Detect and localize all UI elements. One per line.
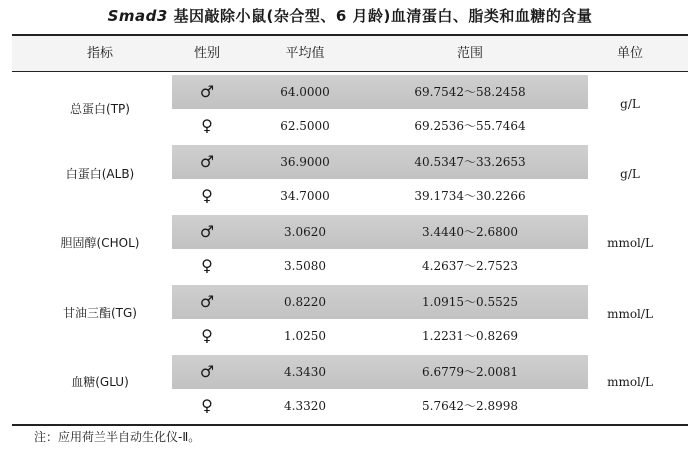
header-range: 范围 — [456, 46, 483, 61]
mean-value: 4.3320 — [284, 399, 326, 413]
female-symbol: ♀ — [201, 256, 213, 275]
range-value: 39.1734～30.2266 — [414, 189, 526, 203]
mean-value: 62.5000 — [280, 119, 330, 133]
header-sex: 性别 — [193, 46, 220, 61]
unit-label: mmol/L — [607, 307, 653, 321]
mean-value: 3.5080 — [284, 259, 326, 273]
unit-label: mmol/L — [607, 236, 653, 250]
mean-value: 36.9000 — [280, 155, 330, 169]
unit-label: g/L — [620, 167, 640, 181]
range-value: 6.6779～2.0081 — [422, 365, 518, 379]
indicator-label: 白蛋白(ALB) — [65, 167, 135, 181]
range-value: 69.7542～58.2458 — [414, 85, 526, 99]
unit-label: g/L — [620, 97, 640, 111]
mean-value: 34.7000 — [280, 189, 330, 203]
mean-value: 3.0620 — [284, 225, 326, 239]
indicator-label: 血糖(GLU) — [71, 375, 129, 389]
mean-value: 1.0250 — [284, 329, 326, 343]
indicator-label: 胆固醇(CHOL) — [60, 236, 140, 250]
male-symbol: ♂ — [199, 222, 215, 241]
indicator-label: 甘油三酯(TG) — [63, 306, 137, 320]
male-symbol: ♂ — [199, 292, 215, 311]
male-symbol: ♂ — [199, 82, 215, 101]
header-indicator: 指标 — [86, 46, 113, 61]
male-symbol: ♂ — [199, 362, 215, 381]
unit-label: mmol/L — [607, 375, 653, 389]
female-symbol: ♀ — [201, 116, 213, 135]
table-title: Smad3 基因敲除小鼠(杂合型、6 月龄)血清蛋白、脂类和血糖的含量 — [107, 7, 593, 25]
mean-value: 0.8220 — [284, 295, 326, 309]
header-unit: 单位 — [616, 46, 643, 61]
female-symbol: ♀ — [201, 326, 213, 345]
indicator-label: 总蛋白(TP) — [70, 102, 130, 116]
range-value: 69.2536～55.7464 — [414, 119, 526, 133]
mean-value: 4.3430 — [284, 365, 326, 379]
male-symbol: ♂ — [199, 152, 215, 171]
range-value: 3.4440～2.6800 — [422, 225, 518, 239]
range-value: 1.2231～0.8269 — [422, 329, 518, 343]
header-mean: 平均值 — [285, 46, 325, 61]
range-value: 4.2637～2.7523 — [422, 259, 518, 273]
range-value: 1.0915～0.5525 — [422, 295, 518, 309]
female-symbol: ♀ — [201, 396, 213, 415]
table-note: 注：应用荷兰半自动生化仪-Ⅱ。 — [34, 430, 201, 444]
range-value: 40.5347～33.2653 — [414, 155, 526, 169]
range-value: 5.7642～2.8998 — [422, 399, 518, 413]
bottom-rule — [12, 424, 688, 426]
header-rule — [12, 71, 688, 72]
female-symbol: ♀ — [201, 186, 213, 205]
mean-value: 64.0000 — [280, 85, 330, 99]
